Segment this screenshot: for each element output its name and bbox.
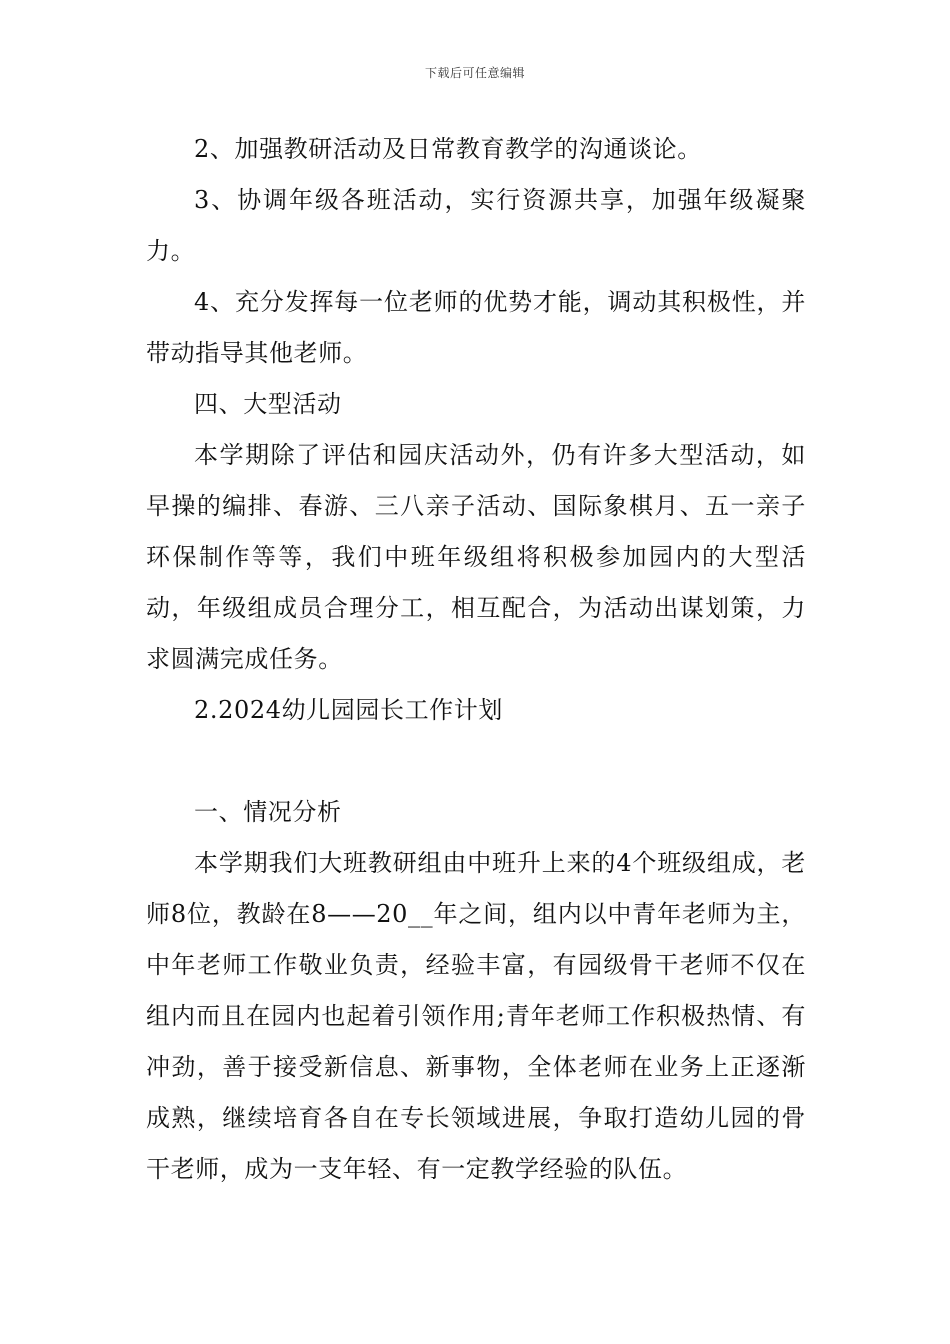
section-heading-large-activities: 四、大型活动 bbox=[194, 390, 342, 418]
paragraph-large-activities: 本学期除了评估和园庆活动外，仍有许多大型活动，如早操的编排、春游、三八亲子活动、国际象棋月、五一亲子环保制作等等，我们中班年级组将积极参加园内的大型活动，年级组成员合理分工，相互配合，为活动出谋划策，力求圆满完成任务。 bbox=[146, 441, 806, 673]
document-body bbox=[146, 124, 806, 1195]
blank-line bbox=[146, 736, 806, 787]
paragraph-item-2: 2、加强教研活动及日常教育教学的沟通谈论。 bbox=[194, 135, 702, 163]
document-subtitle: 2.2024幼儿园园长工作计划 bbox=[194, 696, 503, 724]
paragraph-item-4: 4、充分发挥每一位老师的优势才能，调动其积极性，并带动指导其他老师。 bbox=[146, 288, 806, 367]
paragraph-situation-analysis: 本学期我们大班教研组由中班升上来的4个班级组成，老师8位，教龄在8——20__年之间，组内以中青年老师为主，中年老师工作敬业负责，经验丰富，有园级骨干老师不仅在组内而且在园内也起着引领作用;青年老师工作积极热情、有冲劲，善于接受新信息、新事物，全体老师在业务上正逐渐成熟，继续培育各自在专长领域进展，争取打造幼儿园的骨干老师，成为一支年轻、有一定教学经验的队伍。 bbox=[146, 849, 806, 1183]
section-heading-situation-analysis: 一、情况分析 bbox=[194, 798, 342, 826]
page-header-note: 下载后可任意编辑 bbox=[424, 66, 525, 80]
paragraph-item-3: 3、协调年级各班活动，实行资源共享，加强年级凝聚力。 bbox=[146, 186, 806, 265]
